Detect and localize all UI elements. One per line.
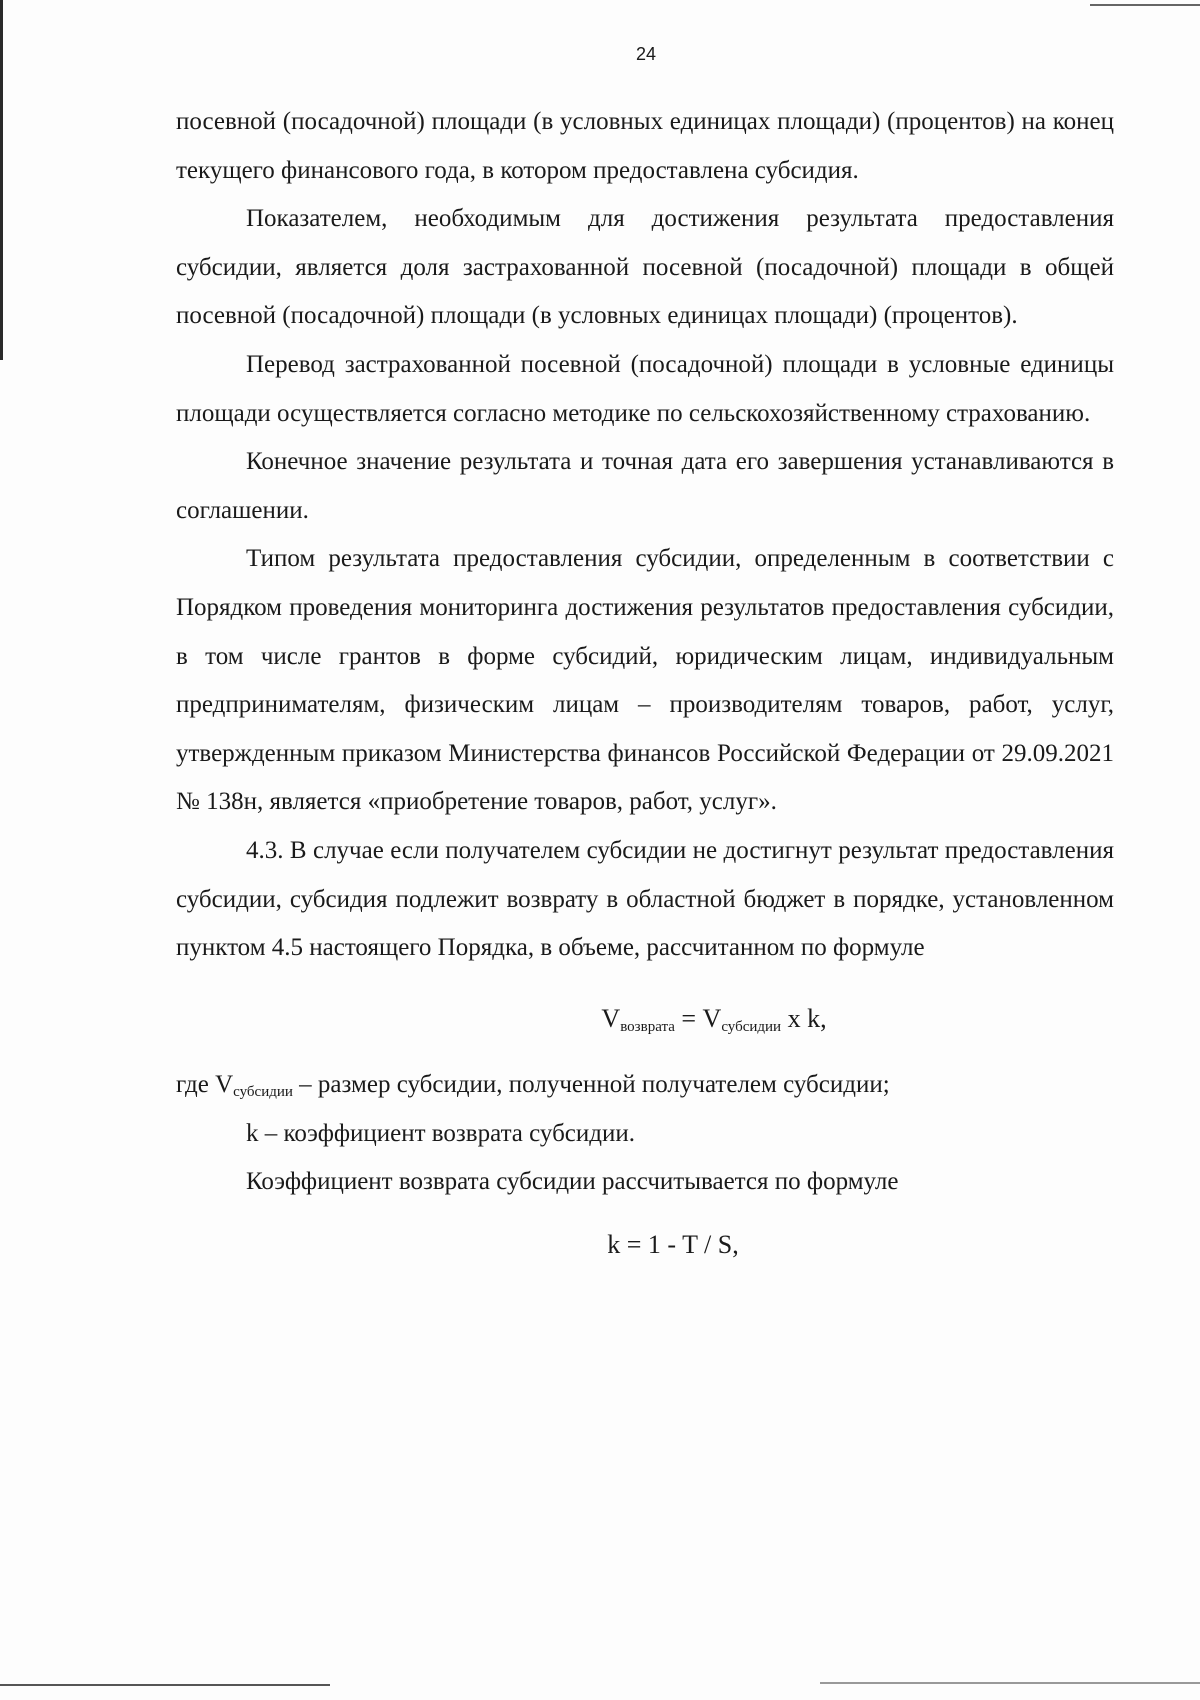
paragraph-result-type: Типом результата предоставления субсидии, определенным в соответствии с Порядком проведения мониторинга достижения результатов предоставления субсидии, в том числе грантов в форме субсидий, юридическим лицам, индивидуальным предпринимателям, физическим лицам – производителям товаров, работ, услуг, утвержденным приказом Министерства финансов Российской Федерации от 29.09.2021 № 138н, является «приобретение товаров, работ, услуг». [176,545,1114,816]
scan-edge-bottom-left [0,1684,330,1686]
paragraph-indicator: Показателем, необходимым для достижения результата предоставления субсидии, является доля застрахованной посевной (посадочной) площади в общей посевной (посадочной) площади (в условных единицах площади) (процентов). [176,205,1114,330]
paragraph-coefficient: Коэффициент возврата субсидии рассчитывается по формуле [246,1168,899,1196]
formula-rhs-subscript: субсидии [721,1018,782,1035]
page-number: 24 [635,44,657,64]
scan-edge-top-right [1090,4,1200,6]
scan-edge-bottom-right [820,1682,1200,1684]
formula-tail: x k, [781,1003,827,1033]
paragraph-conversion: Перевод застрахованной посевной (посадочной) площади в условные единицы площади осуществляется согласно методике по сельскохозяйственному страхованию. [176,350,1114,427]
definition-prefix: где V [176,1071,234,1099]
formula-rhs: V [702,1003,722,1033]
formula-coefficient: k = 1 - T / S, [607,1230,739,1260]
paragraph-continuation: посевной (посадочной) площади (в условных единицах площади) (процентов) на конец текущего финансового года, в котором предоставлена субсидия. [176,108,1114,184]
definition-v-subsidy [176,1061,1114,1110]
formula-lhs: V [601,1003,621,1033]
paragraph-4-3: 4.3. В случае если получателем субсидии не достигнут результат предоставления субсидии, субсидия подлежит возврату в областной бюджет в порядке, установленном пунктом 4.5 настоящего Порядка, в объеме, рассчитанном по формуле [176,836,1114,962]
formula-refund-volume [176,995,1114,1044]
definition-text: – размер субсидии, полученной получателем субсидии; [292,1071,890,1099]
definition-k: k – коэффициент возврата субсидии. [246,1119,636,1147]
formula-equals: = [674,1003,703,1033]
formula-lhs-subscript: возврата [620,1018,675,1035]
definition-subscript: субсидии [233,1084,293,1101]
document-body [176,98,1114,1270]
paragraph-final-value: Конечное значение результата и точная дата его завершения устанавливаются в соглашении. [176,448,1114,524]
